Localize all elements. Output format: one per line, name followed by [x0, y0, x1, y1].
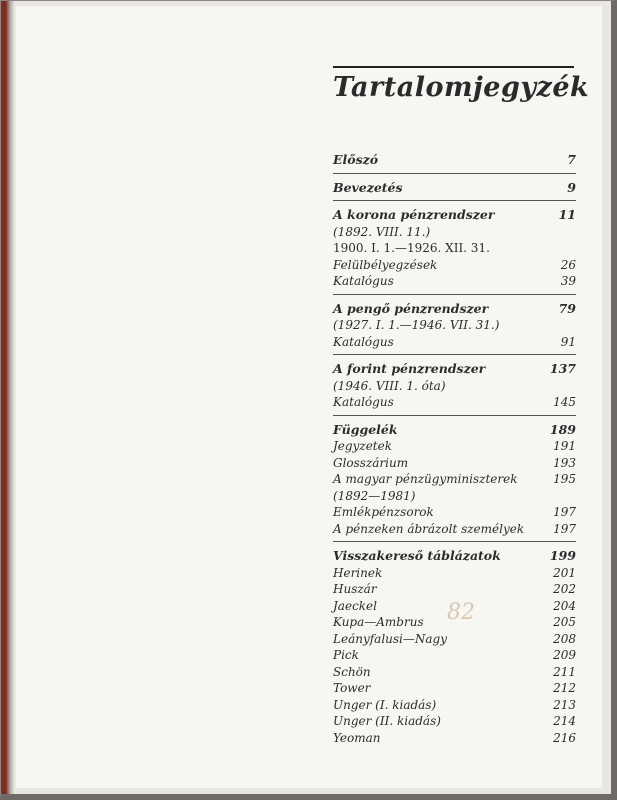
toc-entry-label: Előszó: [333, 152, 379, 167]
toc-entry-page: 7: [567, 152, 576, 167]
toc-entry-label: Jegyzetek: [333, 439, 392, 453]
toc-entry-label: Jaeckel: [333, 598, 377, 613]
toc-entry-page: 39: [560, 274, 576, 288]
toc-entry-page: 199: [549, 548, 576, 563]
toc-entry-page: 201: [553, 565, 576, 580]
toc-entry-label: (1946. VIII. 1. óta): [333, 378, 446, 393]
toc-entry-page: 193: [553, 455, 576, 470]
toc-entry-page: 205: [553, 615, 576, 629]
toc-entry-label: Herinek: [333, 565, 383, 580]
toc-entry-page: 197: [553, 521, 576, 536]
toc-entry-label: Bevezetés: [333, 179, 403, 195]
toc-entry-label: Tower: [333, 681, 371, 695]
toc-entry-label: Kupa—Ambrus: [333, 615, 424, 629]
toc-entry-page: 137: [549, 361, 576, 376]
toc-entry-label: Felülbélyegzések: [333, 257, 438, 272]
toc-entry-label: (1927. I. 1.—1946. VII. 31.): [333, 318, 500, 332]
toc-entry-label: Katalógus: [333, 334, 394, 349]
faint-stamp-mark: 82: [447, 600, 475, 625]
toc-entry-page: 11: [558, 207, 576, 222]
toc-entry-page: 208: [553, 631, 576, 646]
toc-entry-page: 195: [553, 472, 576, 486]
toc-entry-page: 91: [560, 334, 576, 349]
toc-entry-label: (1892—1981): [333, 488, 416, 503]
toc-entry-page: 204: [553, 598, 576, 613]
toc-entry-label: A pénzeken ábrázolt személyek: [333, 521, 525, 536]
toc-entry-page: 145: [553, 395, 576, 409]
toc-entry-label: Unger (II. kiadás): [333, 714, 441, 728]
toc-entry-page: 212: [553, 681, 576, 695]
toc-entry-page: 214: [553, 714, 576, 728]
toc-entry-label: 1900. I. 1.—1926. XII. 31.: [333, 241, 490, 255]
toc-entry-label: Katalógus: [333, 395, 394, 409]
toc-entry-label: A magyar pénzügyminiszterek: [333, 472, 518, 486]
toc-entry-label: Yeoman: [333, 730, 381, 745]
toc-entry-page: 202: [553, 582, 576, 596]
toc-entry-label: Emlékpénzsorok: [333, 505, 434, 519]
toc-entry-page: 9: [567, 179, 576, 195]
toc-entry-label: Huszár: [333, 582, 377, 596]
toc-entry-label: Visszakereső táblázatok: [333, 548, 501, 563]
toc-entry-label: A pengő pénzrendszer: [333, 300, 489, 316]
toc-entry-page: 26: [560, 257, 576, 272]
toc-entry-page: 191: [553, 439, 576, 453]
toc-entry-label: Pick: [333, 648, 359, 662]
toc-entry-label: Függelék: [333, 421, 398, 437]
toc-entry-label: Schön: [333, 664, 371, 679]
toc-entry-label: Glosszárium: [333, 455, 409, 470]
page-title: Tartalomjegyzék: [333, 72, 590, 103]
toc-entry-label: A forint pénzrendszer: [333, 361, 486, 376]
toc-entry-page: 197: [553, 505, 576, 519]
toc-entry-label: Katalógus: [333, 274, 394, 288]
toc-entry-label: A korona pénzrendszer: [333, 207, 495, 222]
toc-entry-page: 211: [553, 664, 576, 679]
toc-entry-label: (1892. VIII. 11.): [333, 224, 431, 239]
toc-entry-page: 189: [549, 421, 576, 437]
toc-entry-page: 216: [553, 730, 576, 745]
toc-entry-page: 209: [553, 648, 576, 662]
toc-entry-label: Leányfalusi—Nagy: [333, 631, 448, 646]
toc-entry-page: 79: [558, 300, 576, 316]
toc-entry-page: 213: [553, 697, 576, 712]
toc-entry-label: Unger (I. kiadás): [333, 697, 437, 712]
